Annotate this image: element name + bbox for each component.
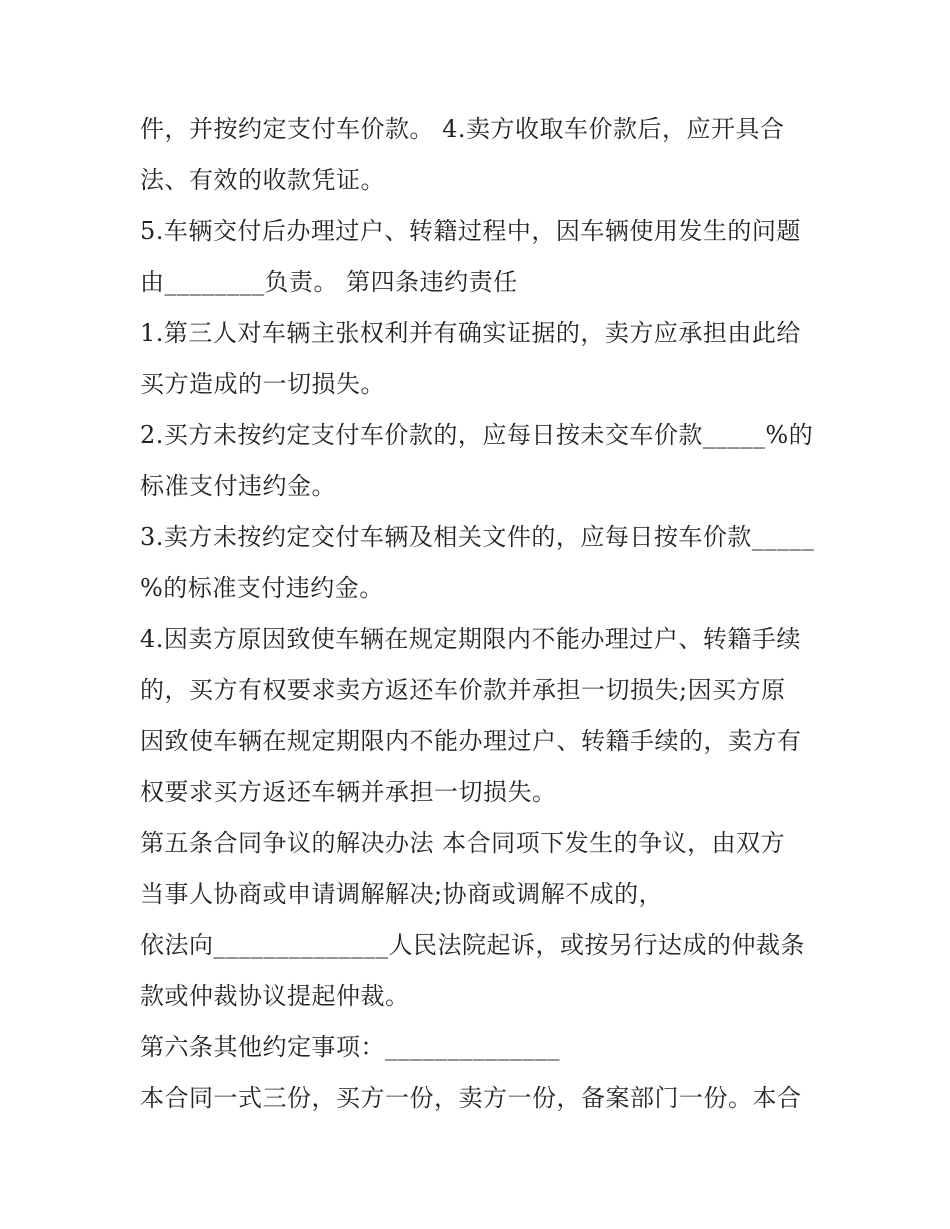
text-line: 款或仲裁协议提起仲裁。 bbox=[140, 982, 410, 1010]
text-line: 当事人协商或申请调解解决;协商或调解不成的， bbox=[140, 880, 664, 908]
text-line: 5.车辆交付后办理过户、转籍过程中，因车辆使用发生的问题 bbox=[140, 217, 801, 245]
text-line: 法、有效的收款凭证。 bbox=[140, 166, 385, 194]
text-line: 权要求买方返还车辆并承担一切损失。 bbox=[140, 778, 557, 806]
text-line: %的标准支付违约金。 bbox=[140, 574, 384, 602]
text-line: 因致使车辆在规定期限内不能办理过户、转籍手续的，卖方有 bbox=[140, 727, 802, 755]
text-line: 第六条其他约定事项：______________ bbox=[140, 1033, 560, 1061]
text-line: 买方造成的一切损失。 bbox=[140, 370, 385, 398]
text-line: 件，并按约定支付车价款。 4.卖方收取车价款后，应开具合 bbox=[140, 115, 785, 143]
text-line: 由________负责。 第四条违约责任 bbox=[140, 268, 518, 296]
text-line: 依法向______________人民法院起诉，或按另行达成的仲裁条 bbox=[140, 931, 805, 959]
text-line: 本合同一式三份，买方一份，卖方一份，备案部门一份。本合 bbox=[140, 1084, 802, 1112]
text-line: 第五条合同争议的解决办法 本合同项下发生的争议，由双方 bbox=[140, 829, 786, 857]
text-line: 的，买方有权要求卖方返还车价款并承担一切损失;因买方原 bbox=[140, 676, 786, 704]
text-line: 1.第三人对车辆主张权利并有确实证据的，卖方应承担由此给 bbox=[140, 319, 801, 347]
text-line: 3.卖方未按约定交付车辆及相关文件的，应每日按车价款_____ bbox=[140, 523, 815, 551]
text-line: 2.买方未按约定支付车价款的，应每日按未交车价款_____%的 bbox=[140, 421, 814, 449]
text-line: 标准支付违约金。 bbox=[140, 472, 336, 500]
text-line: 4.因卖方原因致使车辆在规定期限内不能办理过户、转籍手续 bbox=[140, 625, 801, 653]
